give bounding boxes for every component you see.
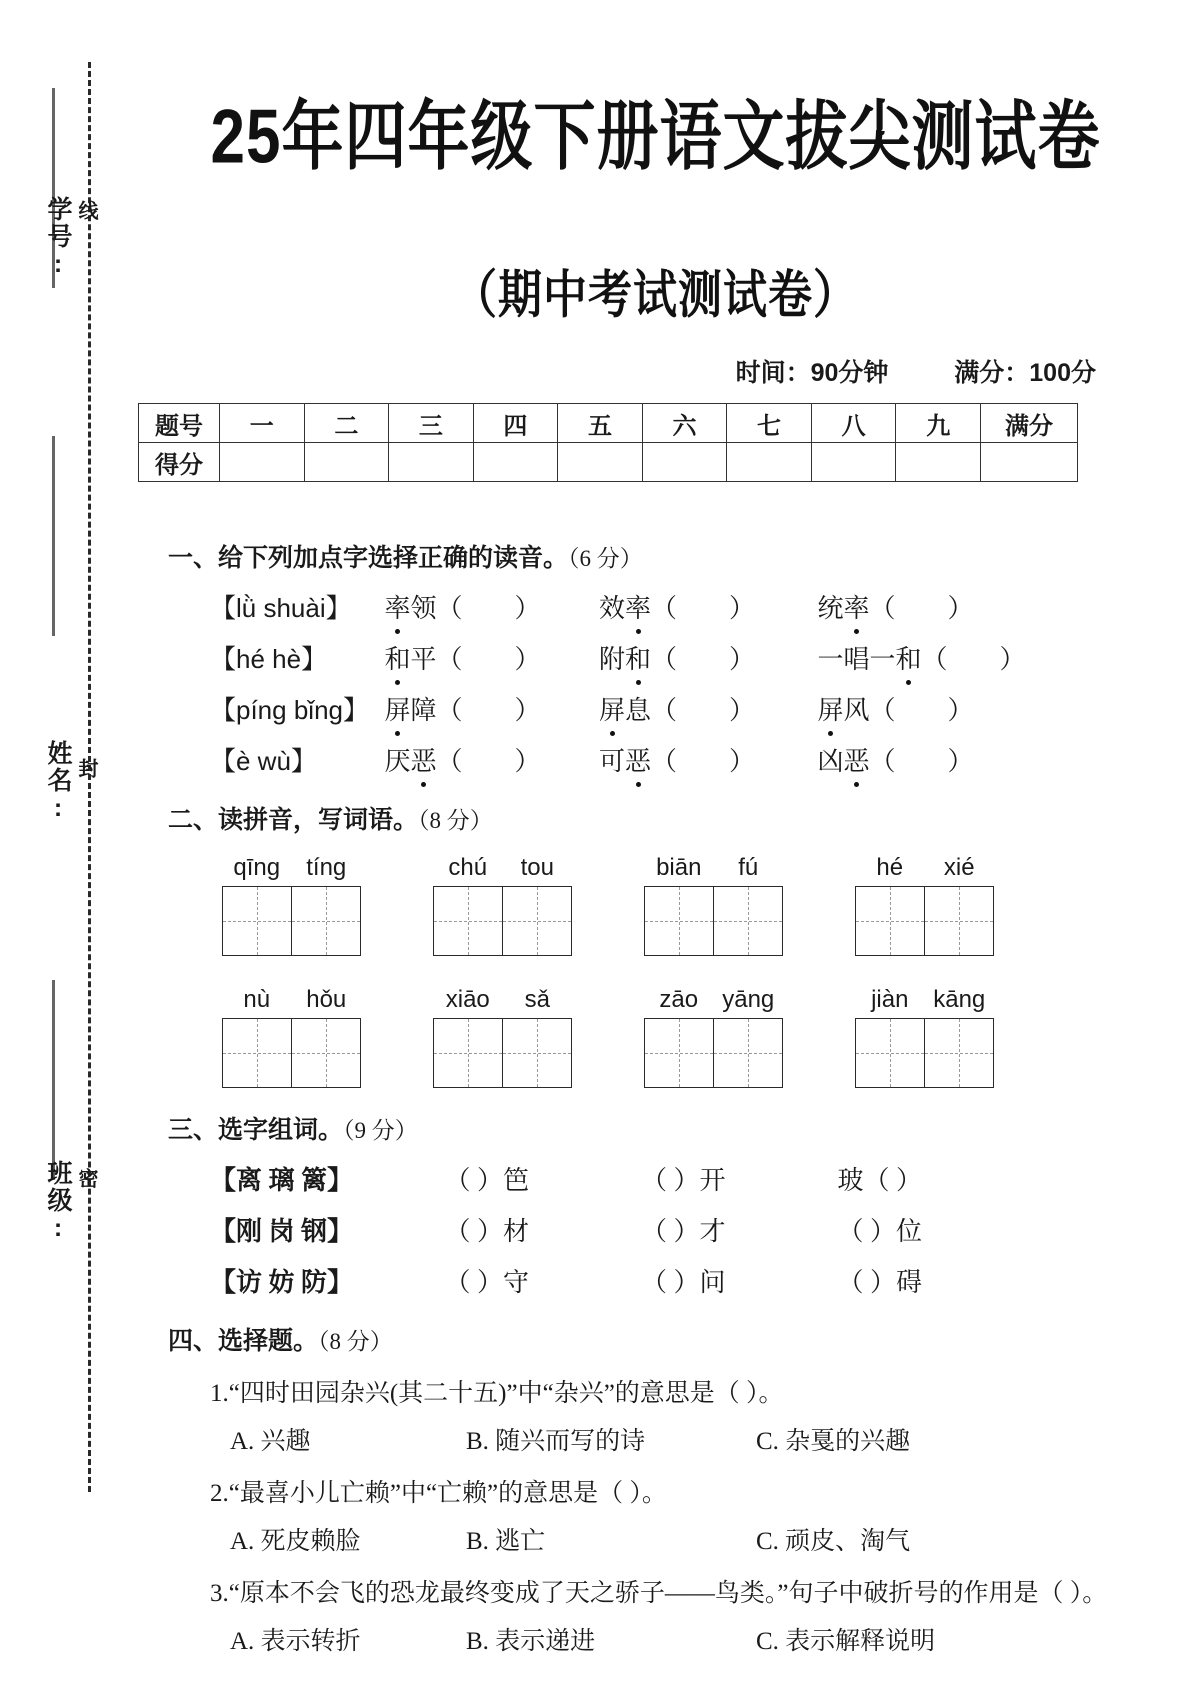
pinyin-label-8 bbox=[855, 986, 994, 1014]
write-cell[interactable] bbox=[503, 1018, 572, 1088]
choice-option-1-c[interactable]: C. 杂戛的兴趣 bbox=[756, 1428, 911, 1455]
write-cell[interactable] bbox=[644, 1018, 714, 1088]
score-col-1: 一 bbox=[220, 404, 305, 443]
pron-bracket-2: 【hé hè】 bbox=[210, 644, 328, 674]
pron-row-3 bbox=[210, 690, 1191, 727]
score-table-value-row bbox=[139, 443, 1078, 482]
charpick-bracket-1: 【离 璃 篱】 bbox=[210, 1166, 354, 1195]
pinyin-word-8[interactable] bbox=[855, 986, 994, 1088]
pinyin-syllable: qīng bbox=[233, 854, 281, 881]
seal-write-line-2 bbox=[52, 436, 55, 636]
pinyin-label-7 bbox=[644, 986, 783, 1014]
charpick-blank-3-2[interactable]: （ ）问 bbox=[641, 1268, 726, 1297]
charpick-blank-1-2[interactable]: （ ）开 bbox=[641, 1166, 726, 1195]
choice-question-2-options bbox=[230, 1521, 1191, 1557]
write-boxes[interactable] bbox=[222, 886, 361, 956]
section-one-heading: 一、给下列加点字选择正确的读音。 bbox=[168, 544, 569, 572]
charpick-row-2 bbox=[210, 1211, 1191, 1248]
choice-question-2-stem[interactable]: 2.“最喜小儿亡赖”中“亡赖”的意思是（ ）。 bbox=[210, 1480, 667, 1507]
section-one-points: （6 分） bbox=[568, 546, 643, 571]
total-score-label: 满分：100分 bbox=[954, 359, 1096, 387]
pinyin-label-6 bbox=[433, 986, 572, 1014]
score-input-1[interactable] bbox=[220, 443, 305, 482]
page-subtitle: （期中考试测试卷） bbox=[453, 266, 858, 325]
score-table-row-head: 题号 bbox=[139, 404, 220, 443]
write-cell[interactable] bbox=[292, 886, 361, 956]
choice-option-2-a[interactable]: A. 死皮赖脸 bbox=[230, 1528, 361, 1555]
pron-row-1 bbox=[210, 588, 1191, 625]
pinyin-syllable: sǎ bbox=[524, 986, 550, 1013]
write-cell[interactable] bbox=[433, 1018, 503, 1088]
score-input-total[interactable] bbox=[981, 443, 1078, 482]
write-boxes[interactable] bbox=[855, 886, 994, 956]
write-boxes[interactable] bbox=[222, 1018, 361, 1088]
charpick-bracket-3: 【访 妨 防】 bbox=[210, 1268, 354, 1297]
pinyin-syllable: xiāo bbox=[445, 986, 490, 1013]
pinyin-grid-row-2 bbox=[222, 986, 1191, 1088]
pinyin-syllable: tou bbox=[520, 854, 554, 881]
write-cell[interactable] bbox=[222, 1018, 292, 1088]
section-four-points: （8 分） bbox=[318, 1329, 393, 1354]
pinyin-label-4 bbox=[855, 854, 994, 882]
pinyin-syllable: tíng bbox=[306, 854, 347, 881]
charpick-row-1 bbox=[210, 1160, 1191, 1197]
choice-option-2-b[interactable]: B. 逃亡 bbox=[466, 1528, 546, 1555]
pinyin-word-7[interactable] bbox=[644, 986, 783, 1088]
pron-item-2-1[interactable]: 和平（ ） bbox=[385, 639, 593, 676]
charpick-blank-2-3[interactable]: （ ）位 bbox=[837, 1217, 923, 1246]
pinyin-word-5[interactable] bbox=[222, 986, 361, 1088]
score-table-row-head-2: 得分 bbox=[139, 443, 220, 482]
pron-item-3-1[interactable]: 屏障（ ） bbox=[385, 690, 593, 727]
pinyin-label-5 bbox=[222, 986, 361, 1014]
pinyin-syllable: yāng bbox=[722, 986, 775, 1013]
choice-question-3-stem[interactable]: 3.“原本不会飞的恐龙最终变成了天之骄子——鸟类。”句子中破折号的作用是（ ）。 bbox=[210, 1580, 1108, 1607]
score-col-7: 七 bbox=[727, 404, 812, 443]
charpick-blank-2-1[interactable]: （ ）材 bbox=[444, 1217, 530, 1246]
charpick-blank-3-3[interactable]: （ ）碍 bbox=[837, 1268, 923, 1297]
write-boxes[interactable] bbox=[855, 1018, 994, 1088]
choice-option-3-a[interactable]: A. 表示转折 bbox=[230, 1628, 361, 1655]
pinyin-syllable: xié bbox=[943, 854, 975, 881]
time-label: 时间：90分钟 bbox=[735, 359, 889, 387]
pron-bracket-3: 【píng bǐng】 bbox=[210, 695, 369, 725]
write-cell[interactable] bbox=[644, 886, 714, 956]
choice-option-2-c[interactable]: C. 顽皮、淘气 bbox=[756, 1528, 911, 1555]
pron-item-2-2[interactable]: 附和（ ） bbox=[599, 639, 811, 676]
pinyin-grid-row-1 bbox=[222, 854, 1191, 956]
charpick-blank-2-2[interactable]: （ ）才 bbox=[641, 1217, 726, 1246]
write-boxes[interactable] bbox=[433, 1018, 572, 1088]
choice-option-1-a[interactable]: A. 兴趣 bbox=[230, 1428, 311, 1455]
score-col-9: 九 bbox=[896, 404, 981, 443]
score-col-3: 三 bbox=[389, 404, 474, 443]
section-two-title bbox=[168, 800, 1191, 836]
write-cell[interactable] bbox=[855, 886, 925, 956]
seal-label-class: 班级: bbox=[44, 1160, 72, 1244]
exam-meta bbox=[120, 353, 1096, 389]
pron-item-3-2[interactable]: 屏息（ ） bbox=[599, 690, 811, 727]
pron-item-4-3[interactable]: 凶恶（ ） bbox=[818, 741, 974, 778]
seal-char-secret: 密 bbox=[75, 1168, 97, 1190]
write-cell[interactable] bbox=[714, 1018, 783, 1088]
section-four-title bbox=[168, 1321, 1191, 1357]
charpick-blank-1-3[interactable]: 玻（ ） bbox=[837, 1166, 923, 1195]
seal-label-name: 姓名: bbox=[44, 740, 72, 824]
write-cell[interactable] bbox=[433, 886, 503, 956]
pron-item-4-2[interactable]: 可恶（ ） bbox=[599, 741, 811, 778]
pron-bracket-1: 【lǜ shuài】 bbox=[210, 593, 352, 623]
section-four bbox=[168, 1321, 1191, 1657]
score-input-4[interactable] bbox=[473, 443, 558, 482]
pron-item-1-1[interactable]: 率领（ ） bbox=[385, 588, 593, 625]
pinyin-syllable: hé bbox=[876, 854, 904, 881]
choice-option-1-b[interactable]: B. 随兴而写的诗 bbox=[466, 1428, 646, 1455]
score-input-7[interactable] bbox=[727, 443, 812, 482]
score-col-4: 四 bbox=[473, 404, 558, 443]
page-title: 25年四年级下册语文拔尖测试卷 bbox=[210, 95, 1101, 180]
seal-label-student-id: 学号: bbox=[44, 196, 72, 280]
pinyin-word-3[interactable] bbox=[644, 854, 783, 956]
score-col-2: 二 bbox=[304, 404, 389, 443]
pinyin-word-2[interactable] bbox=[433, 854, 572, 956]
seal-write-line-3 bbox=[52, 980, 55, 1180]
pinyin-label-1 bbox=[222, 854, 361, 882]
pron-item-4-1[interactable]: 厌恶（ ） bbox=[385, 741, 593, 778]
write-cell[interactable] bbox=[222, 886, 292, 956]
pron-item-1-2[interactable]: 效率（ ） bbox=[599, 588, 811, 625]
charpick-blank-3-1[interactable]: （ ）守 bbox=[444, 1268, 530, 1297]
section-one-title bbox=[168, 538, 1191, 574]
pinyin-word-1[interactable] bbox=[222, 854, 361, 956]
section-three-heading: 三、选字组词。 bbox=[168, 1116, 344, 1144]
section-four-heading: 四、选择题。 bbox=[168, 1327, 319, 1355]
charpick-bracket-2: 【刚 岗 钢】 bbox=[210, 1217, 354, 1246]
choice-question-3-options bbox=[230, 1621, 1191, 1657]
write-cell[interactable] bbox=[503, 886, 572, 956]
score-col-5: 五 bbox=[558, 404, 643, 443]
write-boxes[interactable] bbox=[433, 886, 572, 956]
pinyin-syllable: kāng bbox=[933, 986, 986, 1013]
score-input-6[interactable] bbox=[642, 443, 727, 482]
section-one bbox=[168, 538, 1191, 778]
pinyin-syllable: hǒu bbox=[306, 986, 347, 1013]
choice-option-3-c[interactable]: C. 表示解释说明 bbox=[756, 1628, 936, 1655]
pinyin-syllable: jiàn bbox=[871, 986, 909, 1013]
pron-row-4 bbox=[210, 741, 1191, 778]
write-cell[interactable] bbox=[292, 1018, 361, 1088]
score-input-2[interactable] bbox=[304, 443, 389, 482]
pinyin-word-4[interactable] bbox=[855, 854, 994, 956]
section-two-heading: 二、读拼音，写词语。 bbox=[168, 806, 419, 834]
score-col-6: 六 bbox=[642, 404, 727, 443]
pinyin-label-3 bbox=[644, 854, 783, 882]
charpick-row-3 bbox=[210, 1262, 1191, 1299]
pinyin-syllable: chú bbox=[448, 854, 488, 881]
charpick-blank-1-1[interactable]: （ ）笆 bbox=[444, 1166, 530, 1195]
score-col-total: 满分 bbox=[981, 404, 1078, 443]
section-two bbox=[168, 800, 1191, 1088]
pinyin-label-2 bbox=[433, 854, 572, 882]
choice-question-1-options bbox=[230, 1421, 1191, 1457]
pinyin-syllable: nù bbox=[243, 986, 271, 1013]
write-boxes[interactable] bbox=[644, 886, 783, 956]
write-boxes[interactable] bbox=[644, 1018, 783, 1088]
section-three-title bbox=[168, 1110, 1191, 1146]
write-cell[interactable] bbox=[714, 886, 783, 956]
choice-option-3-b[interactable]: B. 表示递进 bbox=[466, 1628, 596, 1655]
pinyin-syllable: fú bbox=[738, 854, 759, 881]
pron-bracket-4: 【è wù】 bbox=[210, 746, 317, 776]
pinyin-syllable: zāo bbox=[659, 986, 699, 1013]
seal-margin bbox=[0, 0, 120, 1684]
score-table-header-row bbox=[139, 404, 1078, 443]
pron-row-2 bbox=[210, 639, 1191, 676]
pinyin-syllable: biān bbox=[656, 854, 702, 881]
score-input-5[interactable] bbox=[558, 443, 643, 482]
score-col-8: 八 bbox=[811, 404, 896, 443]
score-input-9[interactable] bbox=[896, 443, 981, 482]
score-input-8[interactable] bbox=[811, 443, 896, 482]
write-cell[interactable] bbox=[925, 886, 994, 956]
pron-item-3-3[interactable]: 屏风（ ） bbox=[818, 690, 974, 727]
write-cell[interactable] bbox=[925, 1018, 994, 1088]
score-table bbox=[138, 403, 1078, 482]
section-three bbox=[168, 1110, 1191, 1299]
pron-item-2-3[interactable]: 一唱一和（ ） bbox=[818, 639, 1026, 676]
section-three-points: （9 分） bbox=[343, 1118, 418, 1143]
section-two-points: （8 分） bbox=[418, 808, 493, 833]
score-input-3[interactable] bbox=[389, 443, 474, 482]
seal-char-seal: 封 bbox=[75, 758, 97, 780]
seal-char-line: 线 bbox=[75, 200, 97, 222]
pron-item-1-3[interactable]: 统率（ ） bbox=[818, 588, 974, 625]
write-cell[interactable] bbox=[855, 1018, 925, 1088]
choice-question-1-stem[interactable]: 1.“四时田园杂兴(其二十五)”中“杂兴”的意思是（ ）。 bbox=[210, 1380, 784, 1407]
pinyin-word-6[interactable] bbox=[433, 986, 572, 1088]
exam-sheet bbox=[120, 0, 1191, 1684]
